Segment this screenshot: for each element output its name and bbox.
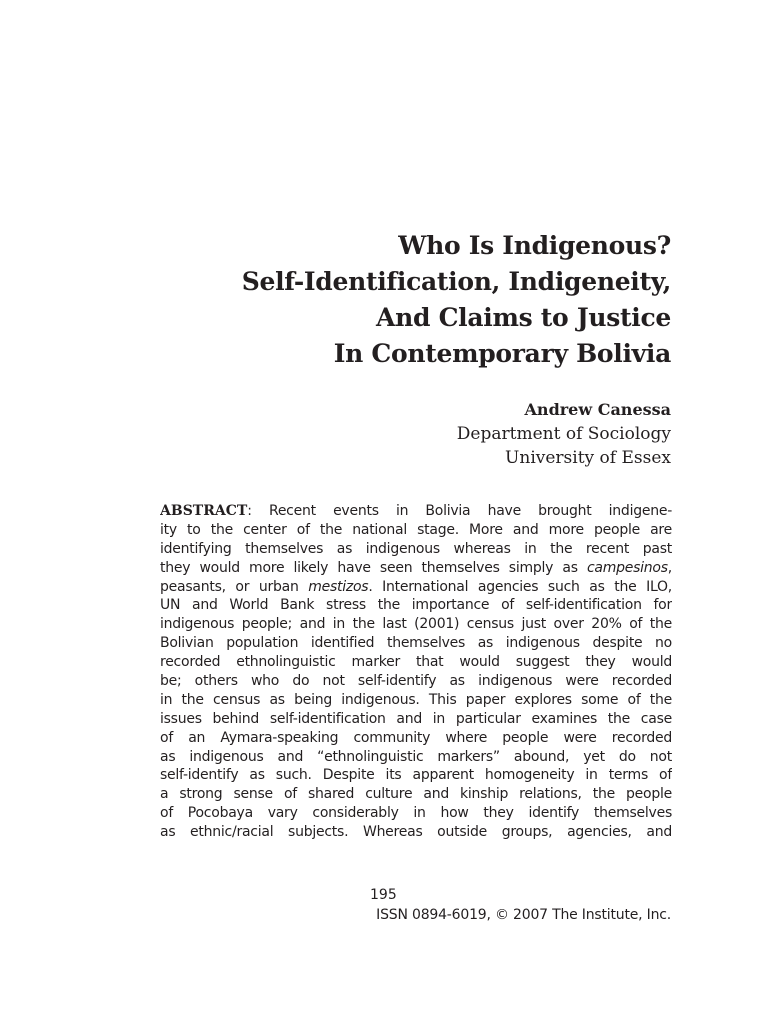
abstract-line bbox=[160, 578, 672, 597]
abstract bbox=[160, 502, 672, 842]
abstract-italic-term: campesinos bbox=[586, 559, 668, 576]
abstract-line: in the census as being indigenous. This paper explores some of the bbox=[160, 691, 672, 708]
abstract-line: of Pocobaya vary considerably in how they identify themselves bbox=[160, 805, 672, 822]
abstract-line: Bolivian population identified themselves as indigenous despite no bbox=[160, 635, 672, 652]
article-title bbox=[111, 228, 671, 372]
author-name: Andrew Canessa bbox=[524, 400, 671, 419]
issn-copyright: ISSN 0894-6019, © 2007 The Institute, Inc. bbox=[376, 907, 671, 923]
abstract-text: , bbox=[667, 559, 672, 576]
abstract-line: identifying themselves as indigenous whereas in the recent past bbox=[160, 540, 672, 557]
author-block bbox=[271, 398, 671, 470]
abstract-text: they would more likely have seen themselves simply as bbox=[160, 559, 587, 576]
abstract-line: recorded ethnolinguistic marker that would suggest they would bbox=[160, 654, 672, 671]
abstract-line: issues behind self-identification and in particular examines the case bbox=[160, 710, 672, 727]
abstract-line: ity to the center of the national stage. More and more people are bbox=[160, 521, 672, 538]
title-line: And Claims to Justice bbox=[376, 303, 671, 332]
abstract-italic-term: mestizos bbox=[308, 578, 369, 595]
abstract-line: UN and World Bank stress the importance of self-identification for bbox=[160, 597, 672, 614]
abstract-line: of an Aymara-speaking community where people were recorded bbox=[160, 729, 672, 746]
abstract-text: peasants, or urban bbox=[160, 578, 309, 595]
abstract-label: ABSTRACT bbox=[160, 503, 248, 519]
title-line: Self-Identification, Indigeneity, bbox=[241, 267, 671, 296]
abstract-text: : Recent events in Bolivia have brought indigene- bbox=[247, 503, 672, 519]
abstract-line bbox=[160, 502, 672, 521]
title-line: In Contemporary Bolivia bbox=[333, 339, 671, 368]
title-line: Who Is Indigenous? bbox=[398, 231, 671, 260]
abstract-line: indigenous people; and in the last (2001) census just over 20% of the bbox=[160, 616, 672, 633]
author-department: Department of Sociology bbox=[456, 424, 671, 444]
page-number: 195 bbox=[370, 887, 397, 903]
abstract-line: self-identify as such. Despite its apparent homogeneity in terms of bbox=[160, 767, 672, 784]
abstract-line: as ethnic/racial subjects. Whereas outside groups, agencies, and bbox=[160, 824, 672, 841]
abstract-line: a strong sense of shared culture and kinship relations, the people bbox=[160, 786, 672, 803]
abstract-text: . International agencies such as the ILO, bbox=[368, 578, 672, 595]
abstract-line: be; others who do not self-identify as indigenous were recorded bbox=[160, 673, 672, 690]
abstract-line: as indigenous and “ethnolinguistic markers” abound, yet do not bbox=[160, 748, 672, 765]
author-university: University of Essex bbox=[505, 448, 671, 468]
abstract-line bbox=[160, 559, 672, 578]
